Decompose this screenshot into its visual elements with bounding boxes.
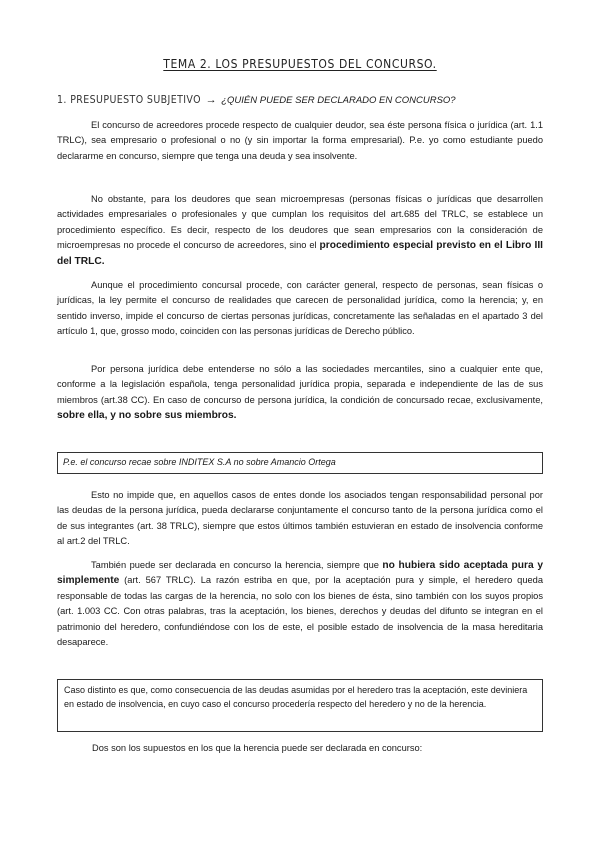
paragraph-6-text-b: (art. 567 TRLC). La razón estriba en que, por la aceptación pura y simple, el heredero queda responsable de todas las cargas de la herencia, no solo con los bienes de ésta, sino también con los suyos propios (art. 1.003 CC. Con otras palabras, tras la aceptación, los bienes, derechos y deudas del difunto se integran en el patrimonio del heredero, confundiéndose con los de este, el posible estado de insolvencia de la masa hereditaria desaparece. (57, 575, 543, 648)
paragraph-4 (57, 362, 543, 424)
arrow-right-icon: → (205, 94, 217, 106)
note-box: Caso distinto es que, como consecuencia de las deudas asumidas por el heredero tras la aceptación, este deviniera en estado de insolvencia, en cuyo caso el concurso procedería respecto del heredero y no de la herencia. (57, 679, 543, 732)
page-title: TEMA 2. LOS PRESUPUESTOS DEL CONCURSO. (163, 57, 437, 71)
paragraph-2 (57, 192, 543, 269)
section-question: ¿QUIÉN PUEDE SER DECLARADO EN CONCURSO? (221, 95, 456, 106)
paragraph-6-text-a: También puede ser declarada en concurso la herencia, siempre que (91, 560, 383, 570)
section-number: 1. PRESUPUESTO SUBJETIVO (57, 94, 201, 106)
paragraph-1: El concurso de acreedores procede respecto de cualquier deudor, sea éste persona física o jurídica (art. 1.1 TRLC), sea empresario o profesional o no (y sin importar la forma empresarial). P.e. yo como estudiante puedo declararme en concurso, siempre que tenga una deuda y sea insolvente. (57, 120, 543, 161)
paragraph-6-bold: no hubiera sido aceptada pura y simplemente (57, 560, 543, 587)
closing-line: Dos son los supuestos en los que la herencia puede ser declarada en concurso: (92, 743, 423, 753)
paragraph-4-text: Por persona jurídica debe entenderse no sólo a las sociedades mercantiles, sino a cualquier ente que, conforme a la legislación española, tenga personalidad jurídica propia, separada e independiente de las de sus miembros (art.38 CC). En caso de concurso de persona jurídica, la condición de concursado recae, exclusivamente, (57, 364, 543, 405)
paragraph-3: Aunque el procedimiento concursal procede, con carácter general, respecto de personas, sean físicas o jurídicas, la ley permite el concurso de realidades que carecen de personalidad jurídica, como la herencia; y, en sentido inverso, impide el concurso de ciertas personas jurídicas, concretamente las señaladas en el apartado 3 del artículo 1, que, grosso modo, coinciden con las personas jurídicas de Derecho público. (57, 280, 543, 337)
paragraph-4-bold: sobre ella, y no sobre sus miembros. (57, 410, 237, 422)
section-heading (57, 94, 456, 106)
paragraph-2-bold: procedimiento especial previsto en el Libro III del TRLC. (57, 240, 543, 267)
example-box: P.e. el concurso recae sobre INDITEX S.A no sobre Amancio Ortega (57, 452, 543, 474)
paragraph-2-text: No obstante, para los deudores que sean microempresas (personas físicas o jurídicas que desarrollen actividades empresariales o profesionales y que cumplan los requisitos del art.685 del TRLC, se establece un procedimiento específico. Es decir, respecto de los deudores que sean empresarios con la consideración de microempresas no procede el concurso de acreedores, sino el (57, 194, 543, 251)
paragraph-6 (57, 558, 543, 650)
paragraph-5: Esto no impide que, en aquellos casos de entes donde los asociados tengan responsabilidad personal por las deudas de la persona jurídica, pueda declararse conjuntamente el concurso tanto de la persona jurídica como el de sus integrantes (art. 38 TRLC), siempre que estos últimos también estuvieran en estado de insolvencia conforme al art.2 del TRLC. (57, 490, 543, 547)
